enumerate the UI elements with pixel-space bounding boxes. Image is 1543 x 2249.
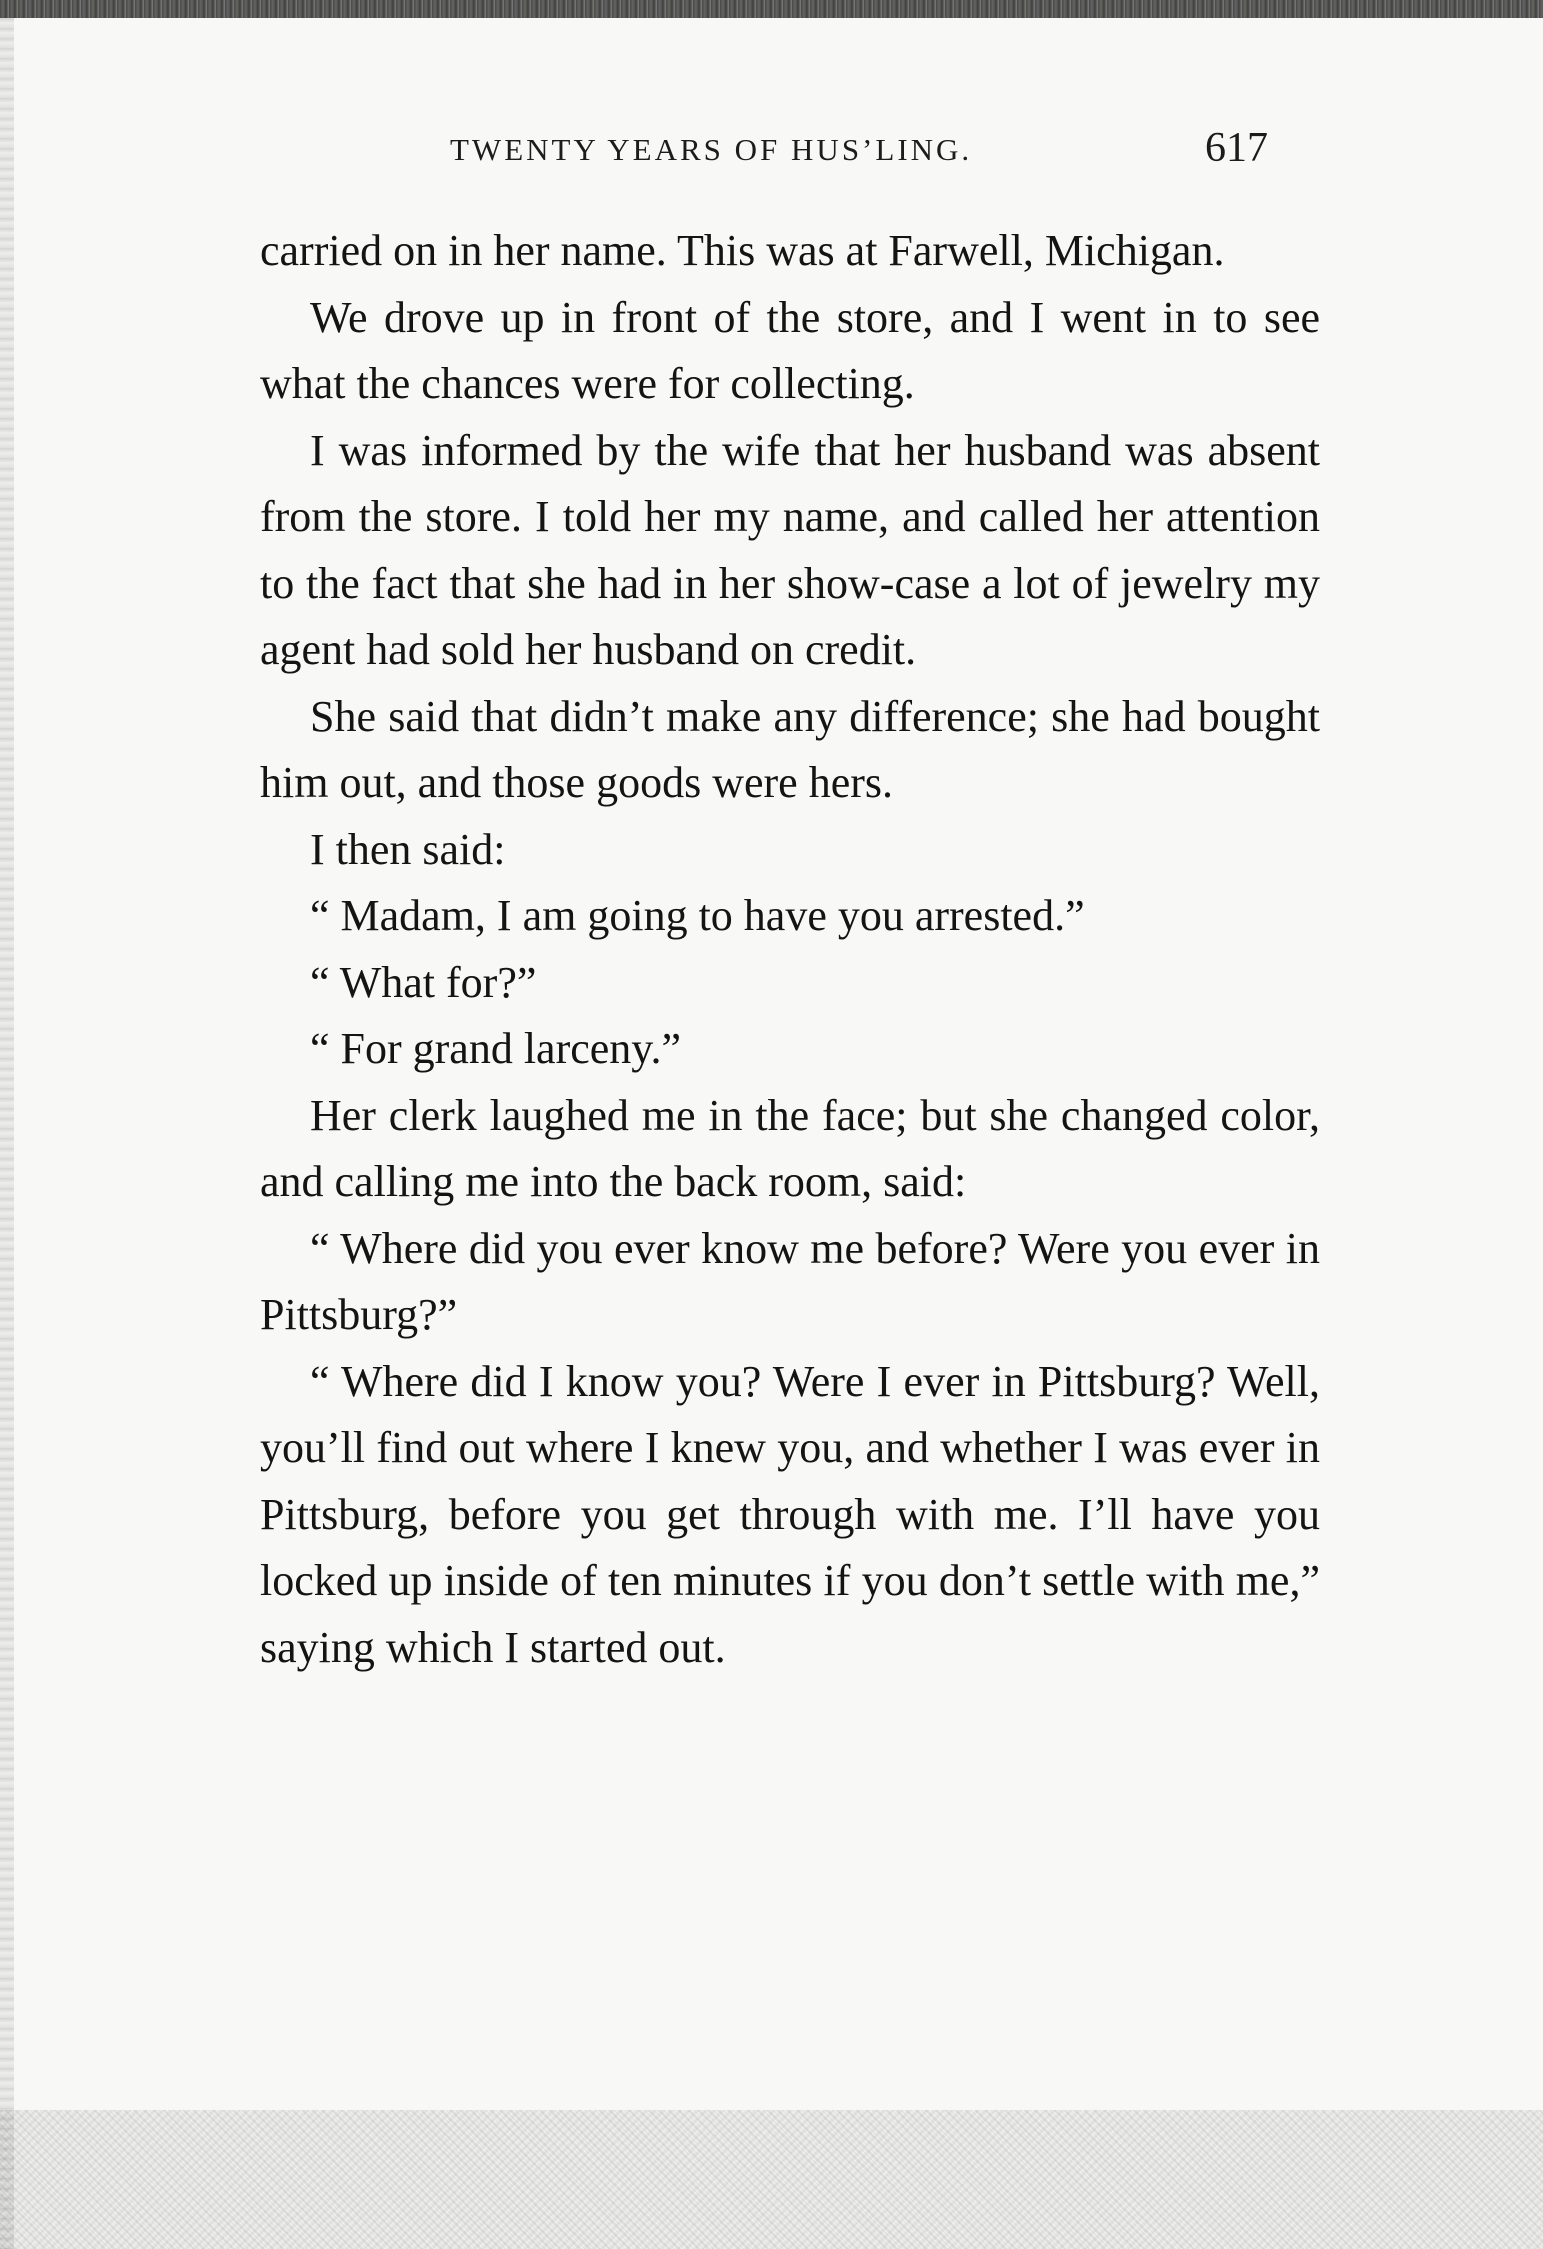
paragraph: She said that didn’t make any difference; she had bought him out, and those goods were hers. — [260, 691, 1320, 807]
paragraph: Her clerk laughed me in the face; but she changed color, and calling me into the back room, said: — [260, 1090, 1320, 1206]
paragraph: I then said: — [310, 824, 506, 874]
paragraph: “ Where did I know you? Were I ever in Pittsburg? Well, you’ll find out where I knew you, and whether I was ever in Pittsburg, before you get through with me. I’ll have you locked up inside of ten minutes if you don’t settle with me,” saying which I started out. — [260, 1356, 1320, 1672]
paragraph: “ What for?” — [310, 957, 537, 1007]
running-title: TWENTY YEARS OF HUS’LING. — [450, 132, 973, 167]
paragraph: I was informed by the wife that her husband was absent from the store. I told her my name, and called her attention to the fact that she had in her show-case a lot of jewelry my agent had sold her husband on credit. — [260, 425, 1320, 674]
paragraph: We drove up in front of the store, and I went in to see what the chances were for collecting. — [260, 292, 1320, 408]
paragraph: “ Where did you ever know me before? Were you ever in Pittsburg?” — [260, 1223, 1320, 1339]
page-number: 617 — [1205, 125, 1268, 171]
paragraph: carried on in her name. This was at Farwell, Michigan. — [260, 226, 1225, 275]
paragraph: “ Madam, I am going to have you arrested.” — [310, 891, 1085, 940]
scan-top-edge — [0, 0, 1543, 18]
scan-bottom-noise — [0, 2110, 1543, 2249]
body-text — [260, 218, 1320, 1681]
page-header — [260, 124, 1320, 184]
paragraph: “ For grand larceny.” — [310, 1024, 681, 1073]
scan-left-edge — [0, 18, 14, 2249]
